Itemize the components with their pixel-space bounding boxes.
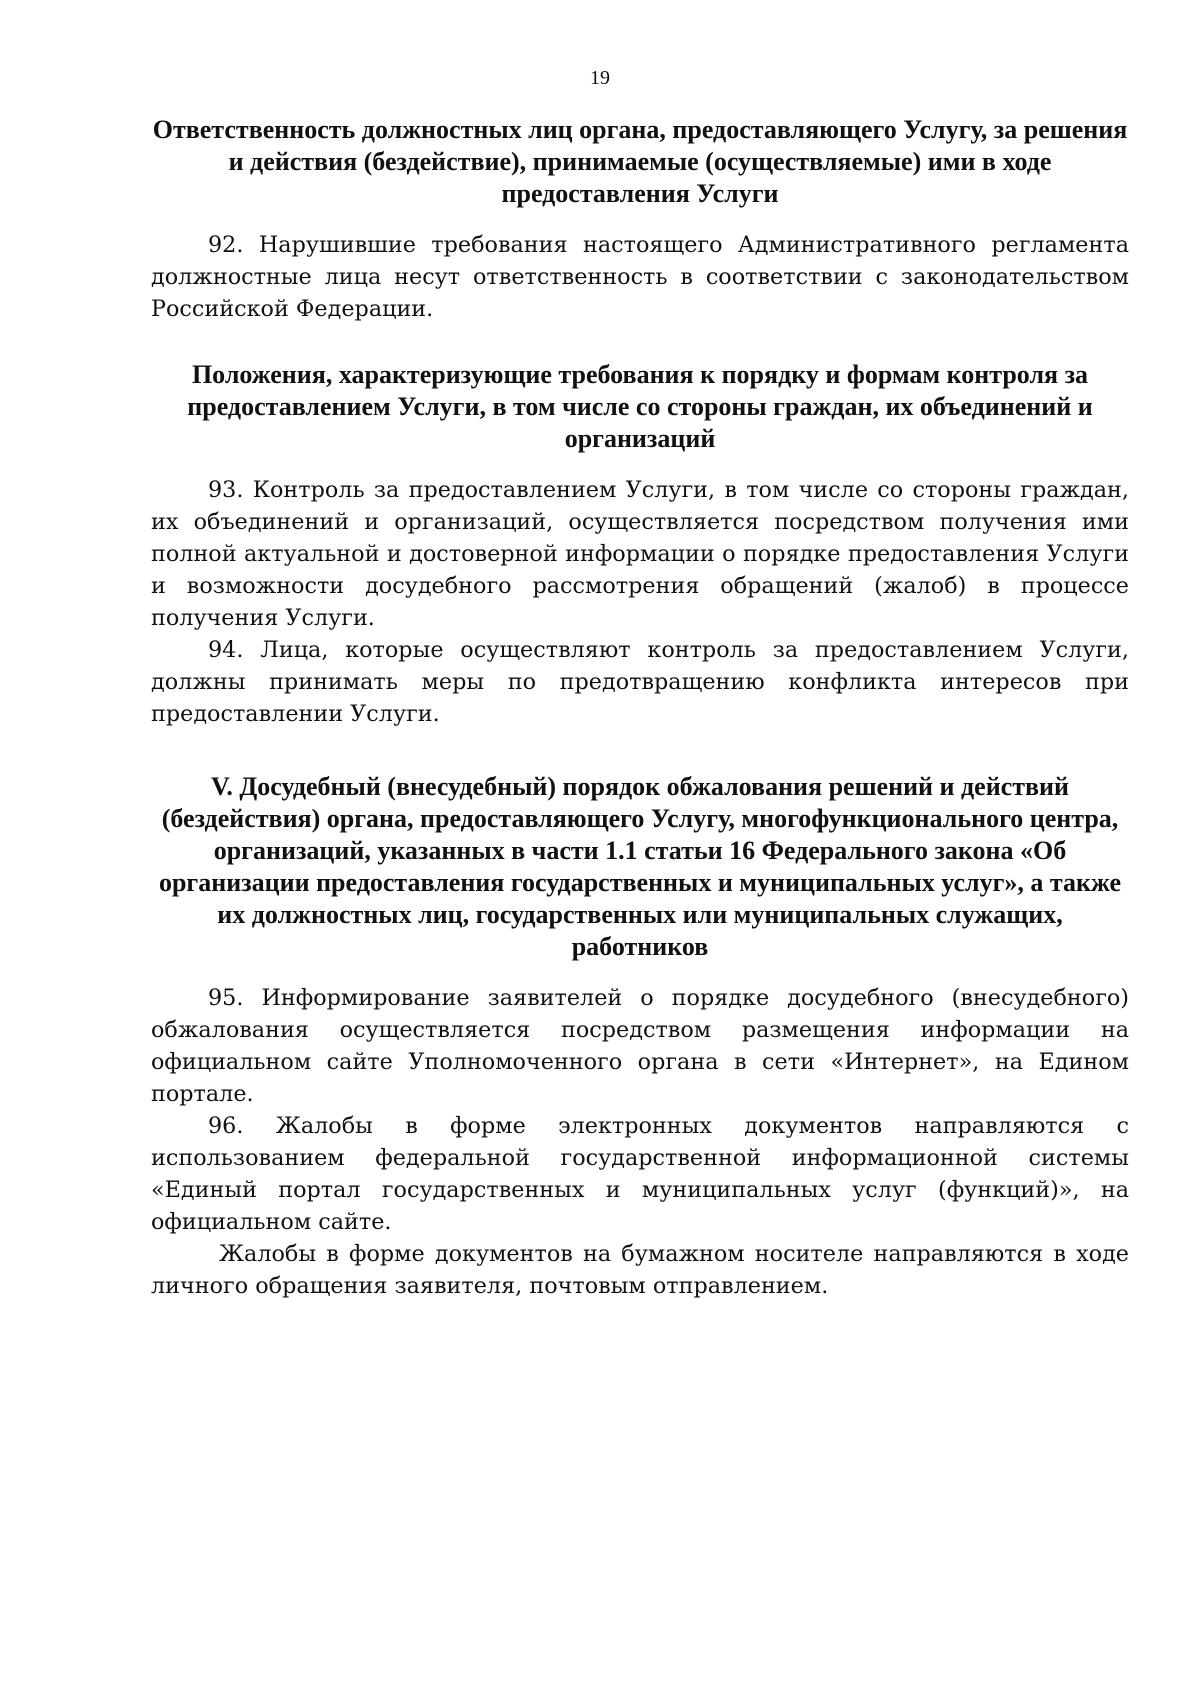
paragraph-95: 95. Информирование заявителей о порядке досудебного (внесудебного) обжалования осуществляется посредством размещения информации на официальном сайте Уполномоченного органа в сети «Интернет», на Едином портале.: [151, 985, 1129, 1107]
section-heading-control: Положения, характеризующие требования к порядку и формам контроля за предоставлением Услуги, в том числе со стороны граждан, их объединений и организаций: [187, 360, 1093, 453]
document-body: [151, 114, 1129, 1302]
section-heading-responsibility: Ответственность должностных лиц органа, предоставляющего Услугу, за решения и действия (бездействие), принимаемые (осуществляемые) ими в ходе предоставления Услуги: [152, 115, 1128, 208]
paragraph-93: 93. Контроль за предоставлением Услуги, в том числе со стороны граждан, их объединений и организаций, осуществляется посредством получения ими полной актуальной и достоверной информации о порядке предоставления Услуги и возможности досудебного рассмотрения обращений (жалоб) в процессе получения Услуги.: [151, 477, 1129, 631]
page-number: 19: [590, 67, 610, 89]
paragraph-92: 92. Нарушившие требования настоящего Административного регламента должностные лица несут ответственность в соответствии с законодательством Российской Федерации.: [151, 232, 1129, 322]
paragraph-94: 94. Лица, которые осуществляют контроль за предоставлением Услуги, должны принимать меры по предотвращению конфликта интересов при предоставлении Услуги.: [151, 637, 1129, 727]
section-heading-appeal: V. Досудебный (внесудебный) порядок обжалования решений и действий (бездействия) органа, предоставляющего Услугу, многофункционального центра, организаций, указанных в части 1.1 статьи 16 Федерального закона «Об организации предоставления государственных и муниципальных услуг», а также их должностных лиц, государственных или муниципальных служащих, работников: [158, 772, 1122, 961]
paragraph-96-paper: Жалобы в форме документов на бумажном носителе направляются в ходе личного обращения заявителя, почтовым отправлением.: [151, 1241, 1129, 1299]
paragraph-96: 96. Жалобы в форме электронных документов направляются с использованием федеральной государственной информационной системы «Единый портал государственных и муниципальных услуг (функций)», на официальном сайте.: [151, 1113, 1129, 1235]
